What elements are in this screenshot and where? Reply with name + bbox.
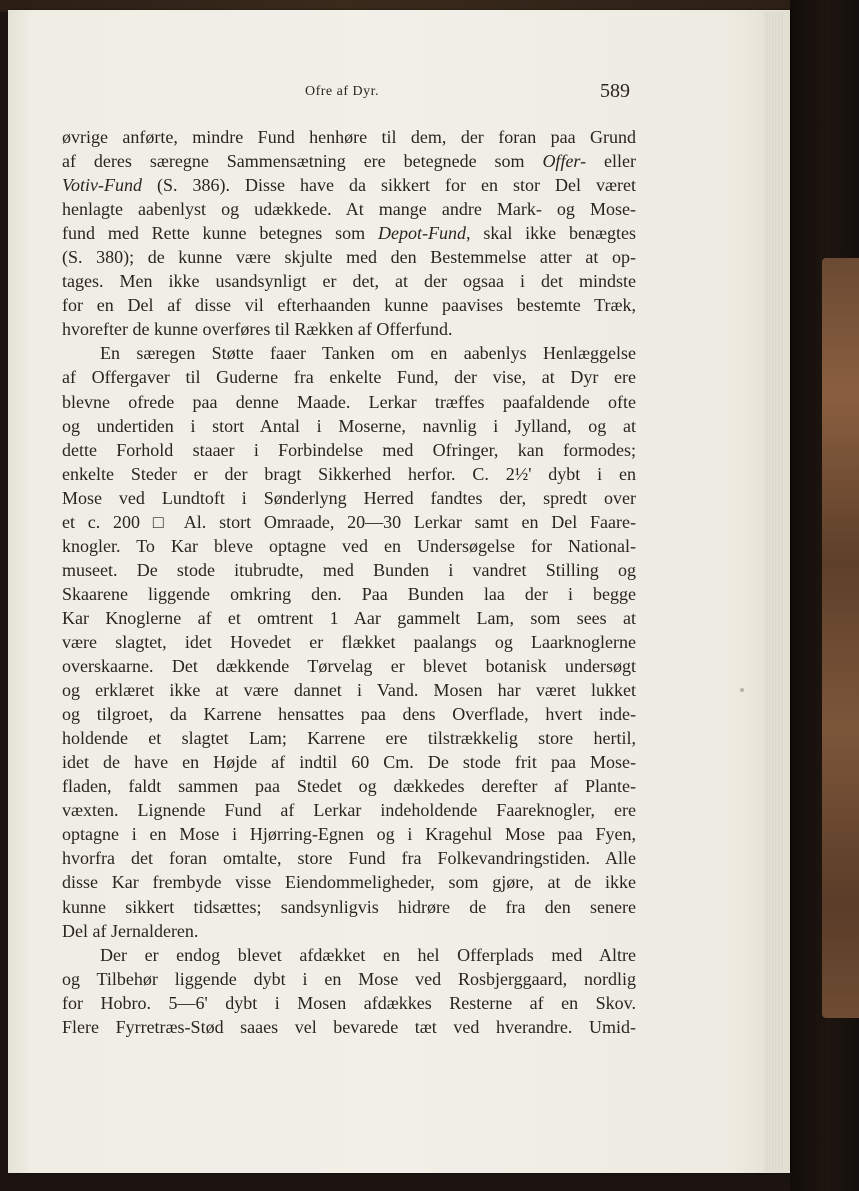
text-line: blevne ofrede paa denne Maade. Lerkar træffes paafaldende ofte [62,391,636,412]
text-line: Der er endog blevet afdækket en hel Offerplads med Altre [100,944,636,965]
text-line: og Tilbehør liggende dybt i en Mose ved Rosbjerggaard, nordlig [62,968,636,989]
page-header [0,0,859,120]
text-line: idet de have en Højde af indtil 60 Cm. De stode frit paa Mose- [62,752,636,773]
text-line: henlagte aabenlyst og udækkede. At mange andre Mark- og Mose- [62,199,636,220]
text-line: knogler. To Kar bleve optagne ved en Undersøgelse for National- [62,535,636,556]
text-line: af deres særegne Sammensætning ere betegnede som Offer- eller [62,151,636,172]
text-line: disse Kar frembyde visse Eiendommeligheder, som gjøre, at de ikke [62,872,636,893]
page-edges [764,12,784,1172]
italic-term: Votiv-Fund [62,175,142,196]
italic-term: Depot-Fund, [378,223,471,244]
paper-speck [740,688,744,692]
text-line: væxten. Lignende Fund af Lerkar indeholdende Faareknogler, ere [62,800,636,821]
running-head: Ofre af Dyr. [305,84,380,99]
text-line: og erklæret ikke at være dannet i Vand. Mosen har været lukket [62,680,636,701]
text-line: og tilgroet, da Karrene hensattes paa dens Overflade, hvert inde- [62,704,636,725]
text-line: Votiv-Fund (S. 386). Disse have da sikkert for en stor Del været [62,175,636,196]
text-line: fund med Rette kunne betegnes som Depot-Fund, skal ikke benægtes [62,223,636,244]
text-line: Del af Jernalderen. [62,920,199,941]
text-line: overskaarne. Det dækkende Tørvelag er blevet botanisk undersøgt [62,656,636,677]
italic-term: Offer- [542,151,587,172]
text-line: af Offergaver til Guderne fra enkelte Fund, der vise, at Dyr ere [62,367,636,388]
text-line: øvrige anførte, mindre Fund henhøre til dem, der foran paa Grund [62,127,636,147]
text-line: og undertiden i stort Antal i Moserne, navnlig i Jylland, og at [62,415,636,436]
text-line: dette Forhold staaer i Forbindelse med Ofringer, kan formodes; [62,439,636,460]
leather-binding [822,258,859,1018]
text-line: museet. De stode itubrudte, med Bunden i vandret Stilling og [62,559,636,580]
text-line: kunne sikkert tidsættes; sandsynligvis hidrøre de fra den senere [62,896,636,917]
text-line: Flere Fyrretræs-Stød saaes vel bevarede tæt ved hverandre. Umid- [62,1016,636,1037]
text-line: hvorfra det foran omtalte, store Fund fra Folkevandringstiden. Alle [62,848,636,869]
text-line: holdende et slagtet Lam; Karrene ere tilstrækkelig store hertil, [62,728,636,749]
text-line: for en Del af disse vil efterhaanden kunne paavises bestemte Træk, [62,295,636,316]
text-line: et c. 200 □ Al. stort Omraade, 20—30 Lerkar samt en Del Faare- [62,511,636,532]
text-line: tages. Men ikke usandsynligt er det, at der ogsaa i det mindste [62,271,636,292]
text-line: enkelte Steder er der bragt Sikkerhed herfor. C. 2½' dybt i en [62,463,636,484]
page-number: 589 [600,80,630,102]
text-line: En særegen Støtte faaer Tanken om en aabenlys Henlæggelse [100,343,636,364]
text-line: fladen, faldt sammen paa Stedet og dækkedes derefter af Plante- [62,776,636,797]
text-line: for Hobro. 5—6' dybt i Mosen afdækkes Resterne af en Skov. [62,992,636,1013]
text-line: være slagtet, idet Hovedet er flækket paalangs og Laarknoglerne [62,631,636,652]
text-line: Mose ved Lundtoft i Sønderlyng Herred fandtes der, spredt over [62,487,636,508]
text-line: Kar Knoglerne af et omtrent 1 Aar gammelt Lam, som sees at [62,607,636,628]
text-line: (S. 380); de kunne være skjulte med den Bestemmelse atter at op- [62,247,636,268]
text-line: optagne i en Mose i Hjørring-Egnen og i Kragehul Mose paa Fyen, [62,824,636,845]
text-line: hvorefter de kunne overføres til Rækken af Offerfund. [62,319,453,340]
text-line: Skaarene liggende omkring den. Paa Bunden laa der i begge [62,583,636,604]
body-text [62,125,636,1039]
